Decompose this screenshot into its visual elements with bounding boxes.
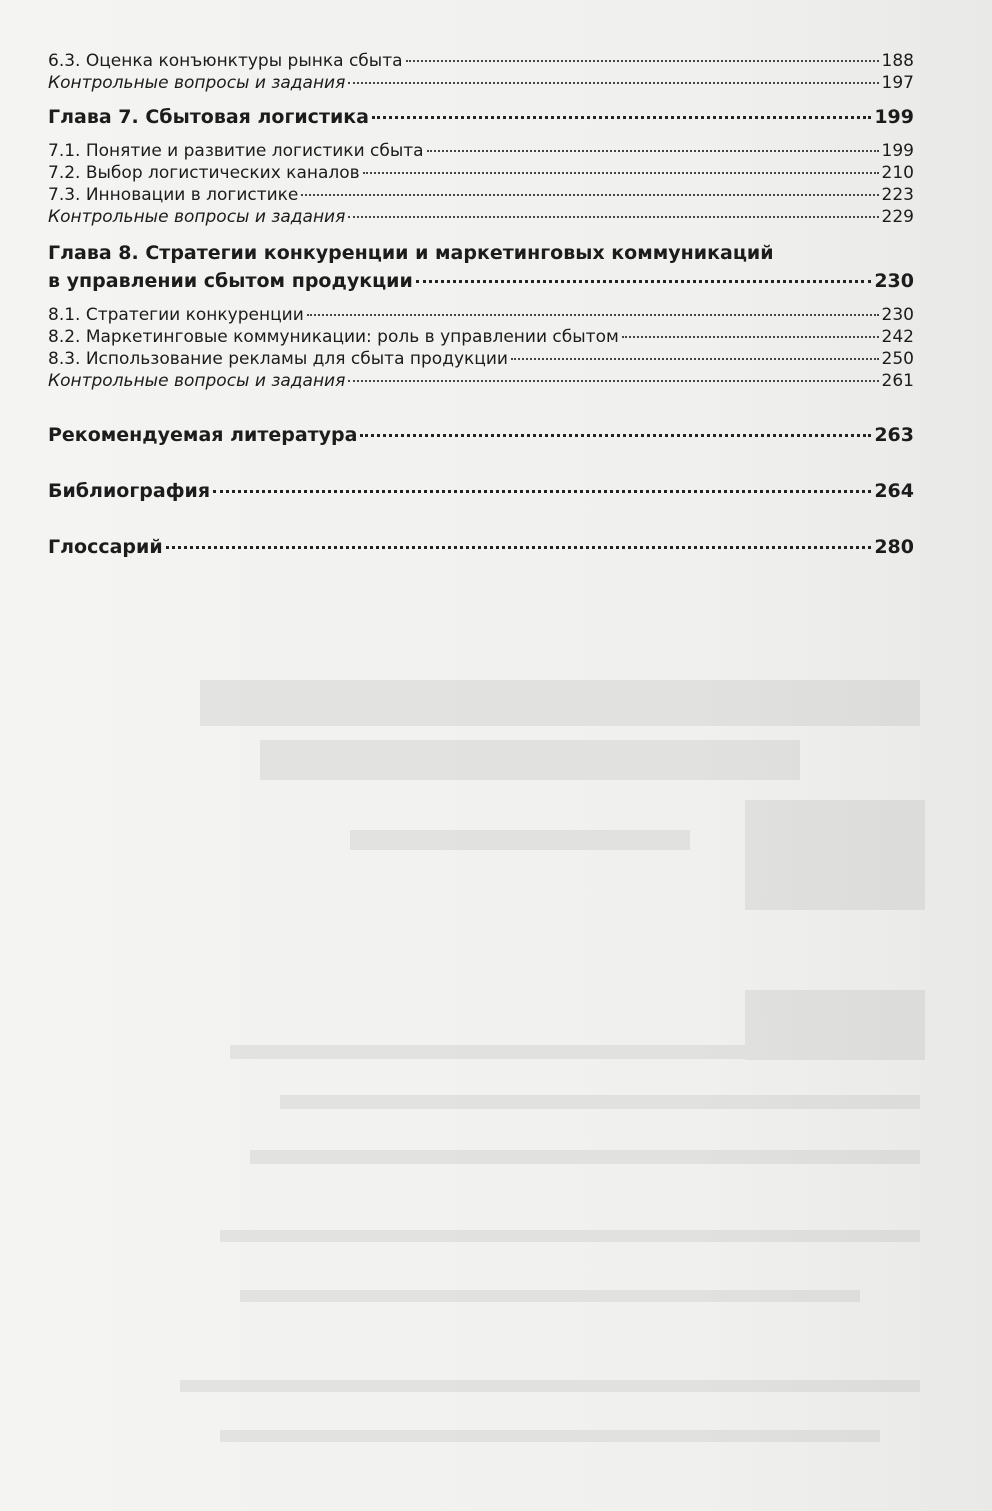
toc-backmatter-title: Глоссарий [48, 536, 163, 558]
toc-entry-page: 230 [881, 305, 914, 325]
toc-entry [48, 348, 914, 370]
toc-entry-page: 242 [881, 327, 914, 347]
dot-leader [511, 358, 879, 360]
toc-entry-title: 8.1. Стратегии конкуренции [48, 305, 304, 325]
dot-leader [416, 280, 872, 283]
table-of-contents [48, 50, 914, 560]
toc-entry [48, 140, 914, 162]
toc-chapter-title: Глава 7. Сбытовая логистика [48, 106, 369, 128]
toc-entry-page: 188 [881, 51, 914, 71]
toc-entry [48, 206, 914, 228]
toc-entry [48, 184, 914, 206]
toc-entry [48, 162, 914, 184]
toc-entry-page: 197 [881, 73, 914, 93]
toc-entry [48, 72, 914, 94]
dot-leader [348, 216, 878, 218]
toc-entry [48, 326, 914, 348]
dot-leader [622, 336, 879, 338]
dot-leader [307, 314, 879, 316]
toc-entry-page: 229 [881, 207, 914, 227]
toc-entry-title: 8.3. Использование рекламы для сбыта продукции [48, 349, 508, 369]
toc-backmatter-title: Рекомендуемая литература [48, 424, 358, 446]
toc-entry [48, 304, 914, 326]
dot-leader [427, 150, 879, 152]
dot-leader [363, 172, 879, 174]
dot-leader [372, 116, 871, 119]
dot-leader [166, 546, 872, 549]
toc-backmatter-title: Библиография [48, 480, 211, 502]
toc-chapter [48, 104, 914, 130]
toc-entry-title: Контрольные вопросы и задания [48, 73, 346, 93]
toc-backmatter-page: 280 [874, 536, 914, 558]
dot-leader [213, 490, 871, 493]
toc-chapter-page: 230 [874, 270, 914, 292]
toc-entry-page: 223 [881, 185, 914, 205]
toc-entry-page: 199 [881, 141, 914, 161]
toc-backmatter-page: 263 [874, 424, 914, 446]
toc-entry-title: 8.2. Маркетинговые коммуникации: роль в управлении сбытом [48, 327, 619, 347]
toc-backmatter-page: 264 [874, 480, 914, 502]
dot-leader [301, 194, 878, 196]
toc-entry-title: 7.2. Выбор логистических каналов [48, 163, 360, 183]
toc-chapter-title-line1: Глава 8. Стратегии конкуренции и маркетинговых коммуникаций [48, 242, 774, 264]
dot-leader [406, 60, 879, 62]
toc-entry [48, 370, 914, 392]
dot-leader [348, 82, 878, 84]
dot-leader [360, 434, 871, 437]
toc-entry-page: 210 [881, 163, 914, 183]
toc-entry-title: Контрольные вопросы и задания [48, 371, 346, 391]
dot-leader [348, 380, 878, 382]
toc-chapter-title-line2: в управлении сбытом продукции [48, 270, 413, 292]
toc-backmatter [48, 534, 914, 560]
toc-chapter [48, 268, 914, 294]
toc-backmatter [48, 478, 914, 504]
toc-entry [48, 50, 914, 72]
toc-chapter-page: 199 [874, 106, 914, 128]
toc-entry-title: 7.3. Инновации в логистике [48, 185, 299, 205]
toc-entry-page: 261 [881, 371, 914, 391]
toc-entry-page: 250 [881, 349, 914, 369]
toc-entry-title: Контрольные вопросы и задания [48, 207, 346, 227]
toc-entry-title: 6.3. Оценка конъюнктуры рынка сбыта [48, 51, 403, 71]
toc-backmatter [48, 422, 914, 448]
toc-entry-title: 7.1. Понятие и развитие логистики сбыта [48, 141, 424, 161]
